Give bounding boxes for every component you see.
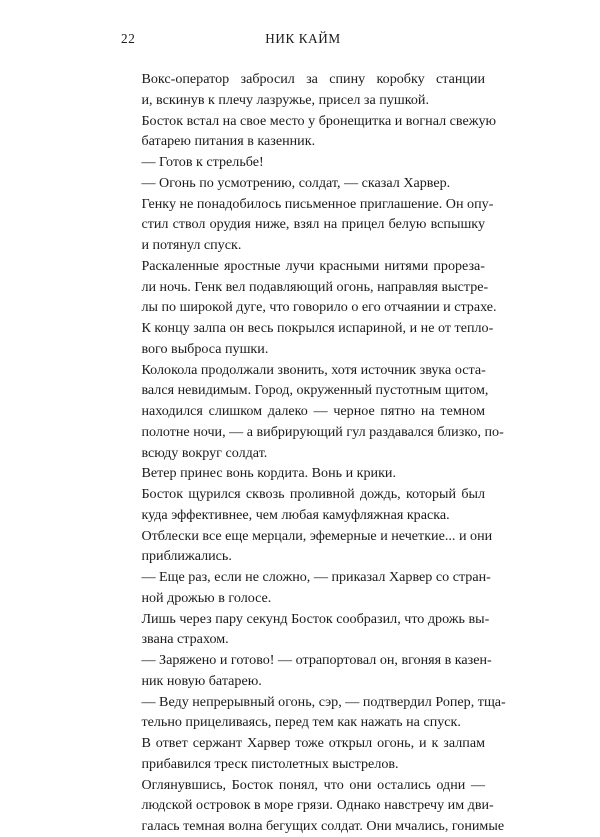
text-line: — Веду непрерывный огонь, сэр, — подтвердил Ропер, тща- bbox=[141, 693, 506, 710]
paragraph bbox=[121, 733, 485, 775]
text-line: Раскаленные яростные лучи красными нитями прореза- bbox=[141, 257, 485, 274]
text-line: и потянул спуск. bbox=[141, 237, 242, 253]
paragraph bbox=[121, 609, 490, 651]
paragraph bbox=[121, 650, 492, 692]
paragraph bbox=[121, 111, 497, 153]
page-number: 22 bbox=[121, 31, 136, 46]
text-line: всюду вокруг солдат. bbox=[141, 444, 268, 461]
text-line: ник новую батарею. bbox=[141, 672, 262, 689]
text-line: — Огонь по усмотрению, солдат, — сказал Харвер. bbox=[141, 174, 451, 191]
text-line: людской островок в море грязи. Однако навстречу им дви- bbox=[141, 797, 494, 814]
text-line: батарею питания в казенник. bbox=[141, 133, 316, 150]
text-line: звана страхом. bbox=[141, 631, 229, 648]
text-line: Ветер принес вонь кордита. Вонь и крики. bbox=[141, 465, 396, 482]
text-line: Оглянувшись, Босток понял, что они остались одни — bbox=[141, 776, 485, 793]
paragraph bbox=[121, 484, 485, 526]
text-line: приближались. bbox=[141, 548, 232, 565]
paragraph bbox=[121, 567, 491, 609]
text-line: ной дрожью в голосе. bbox=[141, 589, 272, 606]
text-line: В ответ сержант Харвер тоже открыл огонь, и к залпам bbox=[141, 735, 485, 751]
text-line: куда эффективнее, чем любая камуфляжная краска. bbox=[141, 506, 450, 523]
text-line: Колокола продолжали звонить, хотя источник звука оста- bbox=[141, 361, 486, 378]
text-line: — Готов к стрельбе! bbox=[141, 154, 264, 170]
text-line: Генку не понадобилось письменное приглашение. Он опу- bbox=[141, 195, 494, 212]
paragraph bbox=[121, 173, 485, 194]
text-line: Босток щурился сквозь проливной дождь, который был bbox=[141, 486, 485, 502]
text-line: ли ночь. Генк вел подавляющий огонь, направляя выстре- bbox=[141, 278, 489, 295]
paragraph bbox=[121, 256, 497, 360]
text-line: Вокс-оператор забросил за спину коробку станции bbox=[141, 71, 485, 87]
text-line: Босток встал на свое место у бронещитка и вогнал свежую bbox=[141, 112, 497, 129]
text-line: полотне ночи, — а вибрирующий гул раздавался близко, по- bbox=[141, 423, 504, 440]
paragraph bbox=[121, 526, 493, 568]
text-line: тельно прицеливаясь, перед тем как нажать на спуск. bbox=[141, 714, 461, 731]
paragraph bbox=[121, 194, 494, 256]
text-line: — Еще раз, если не сложно, — приказал Харвер со стран- bbox=[141, 569, 491, 585]
paragraph bbox=[121, 360, 504, 464]
paragraph bbox=[121, 69, 485, 111]
text-line: прибавился треск пистолетных выстрелов. bbox=[141, 755, 399, 772]
text-line: находился слишком далеко — черное пятно на темном bbox=[141, 403, 485, 419]
paragraph bbox=[121, 152, 485, 173]
text-line: лы по широкой дуге, что говорило о его отчаянии и страхе. bbox=[141, 299, 497, 316]
book-title: НИК КАЙМ bbox=[265, 31, 341, 46]
text-line: Отблески все еще мерцали, эфемерные и нечеткие... и они bbox=[141, 527, 493, 544]
text-line: — Заряжено и готово! — отрапортовал он, вгоняя в казен- bbox=[141, 652, 492, 668]
text-line: и, вскинув к плечу лазружье, присел за пушкой. bbox=[141, 91, 429, 108]
text-line: К концу залпа он весь покрылся испариной, и не от тепло- bbox=[141, 320, 494, 336]
paragraph bbox=[121, 692, 506, 734]
text-line: вого выброса пушки. bbox=[141, 340, 269, 357]
text-block bbox=[121, 69, 506, 837]
text-line: стил ствол орудия ниже, взял на прицел белую вспышку bbox=[141, 216, 485, 233]
text-line: Лишь через пару секунд Босток сообразил, что дрожь вы- bbox=[141, 610, 490, 627]
paragraph bbox=[121, 775, 505, 837]
text-line: вался невидимым. Город, окруженный пустотным щитом, bbox=[141, 382, 489, 399]
text-line: галась темная волна бегущих солдат. Они мчались, гонимые bbox=[141, 818, 505, 834]
paragraph bbox=[121, 463, 485, 484]
running-head bbox=[121, 31, 485, 51]
